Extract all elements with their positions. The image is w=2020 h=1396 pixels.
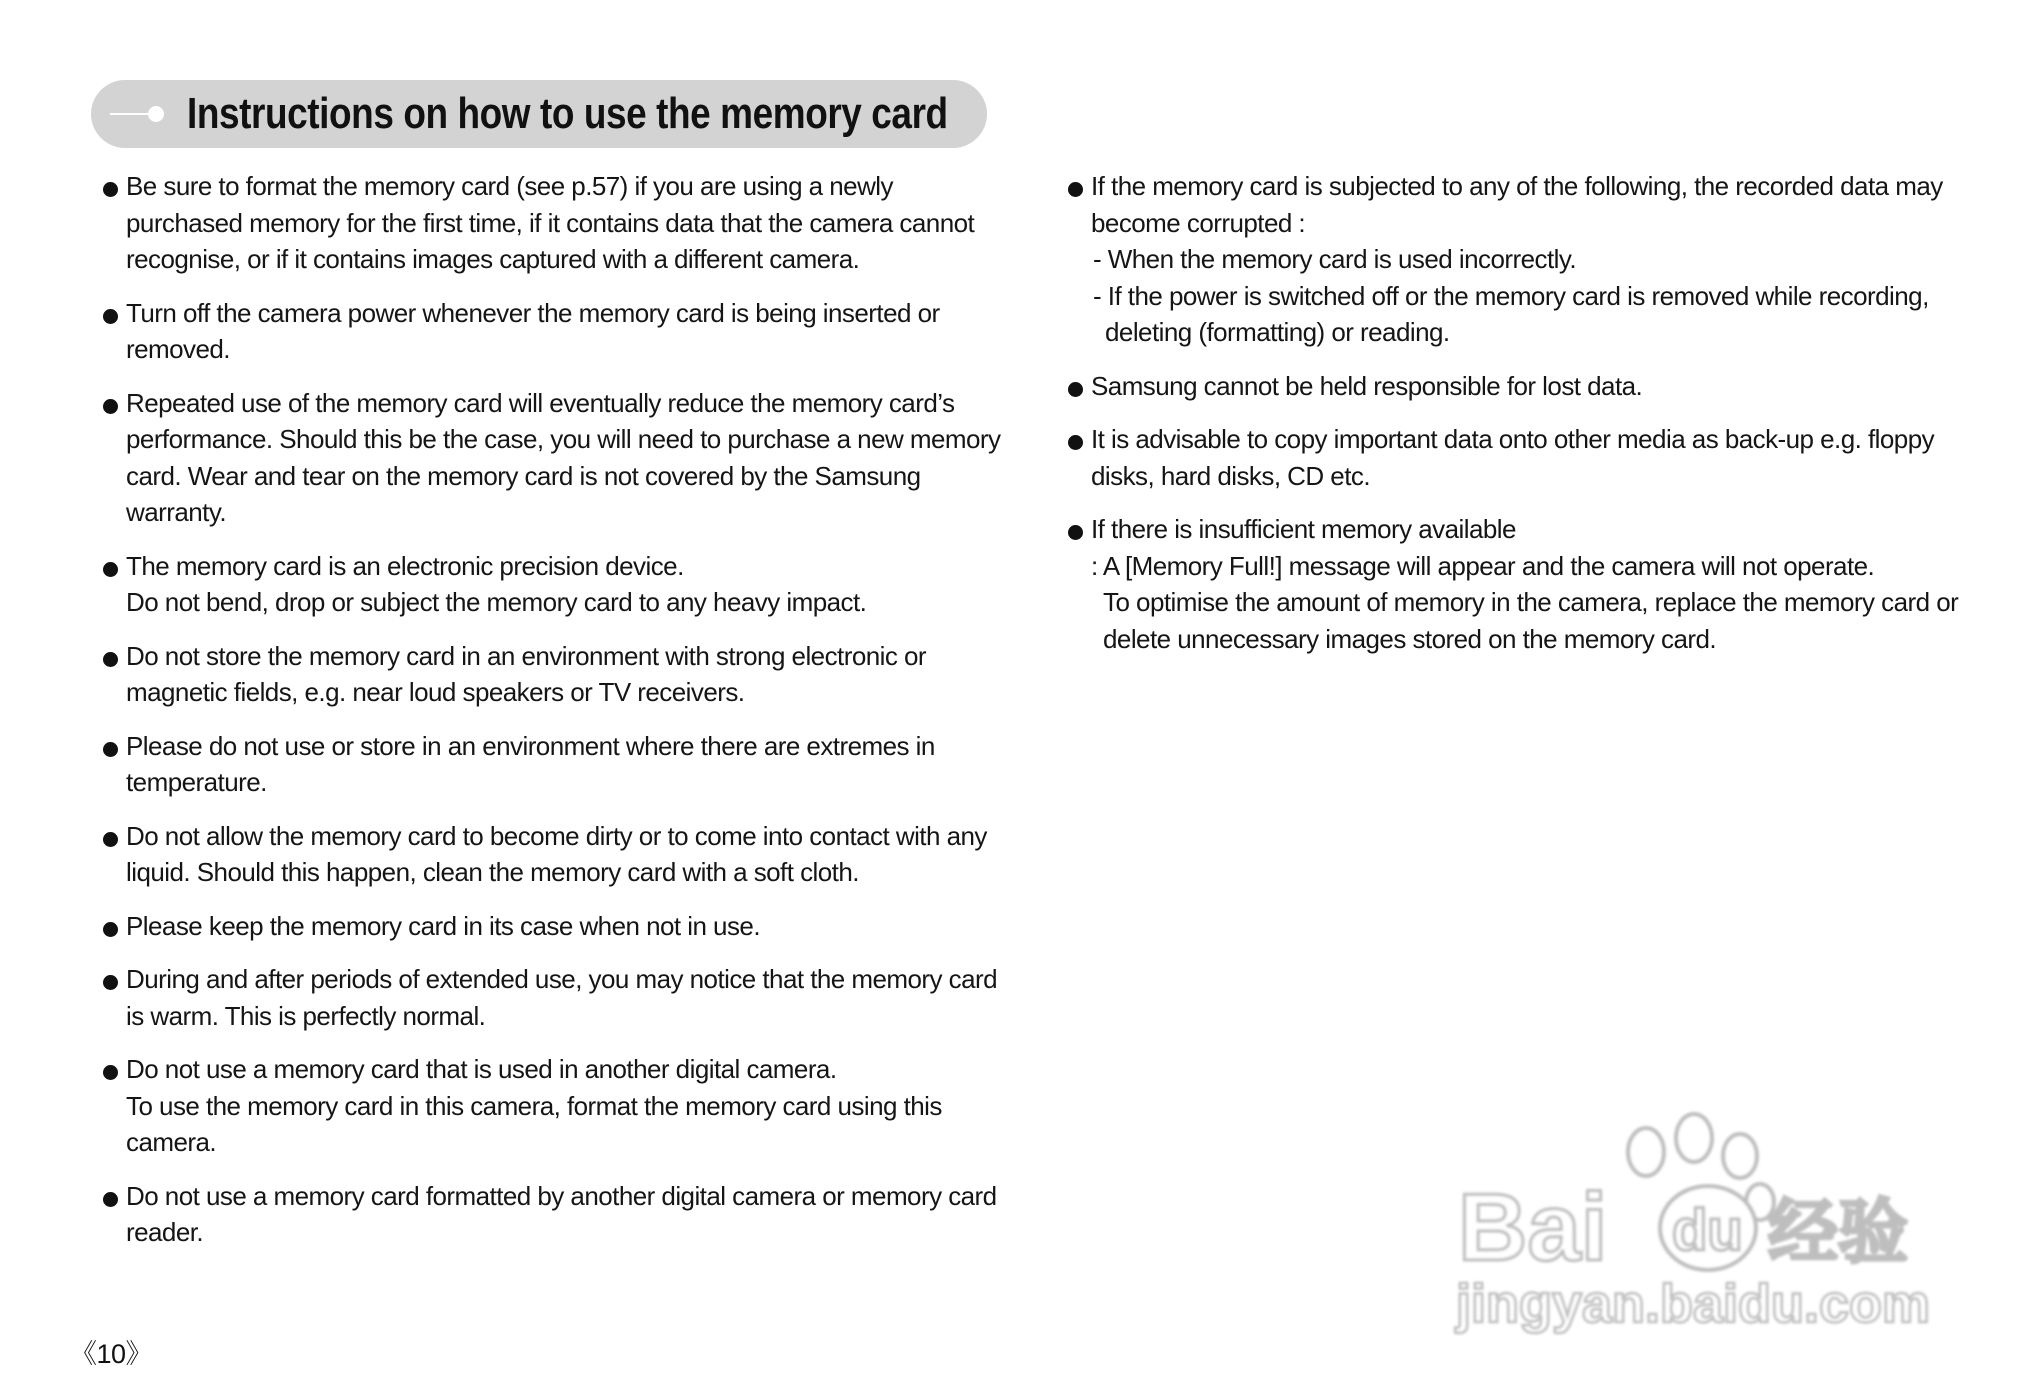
item-line: camera. <box>126 1127 217 1157</box>
item-line: Please keep the memory card in its case when not in use. <box>126 910 760 941</box>
item-line: If the memory card is subjected to any of the following, the recorded data may <box>1091 171 1943 201</box>
item-subline: To optimise the amount of memory in the camera, replace the memory card or <box>1103 587 1959 617</box>
item-line: The memory card is an electronic precision device. <box>126 550 684 581</box>
item-line: If there is insufficient memory available <box>1091 514 1516 544</box>
watermark-url: jingyan.baidu.com <box>1456 1274 1930 1334</box>
item-line: Please do not use or store in an environment where there are extremes in <box>126 730 935 761</box>
item-line: Do not use a memory card formatted by another digital camera or memory card <box>126 1180 997 1211</box>
list-item <box>98 1051 988 1161</box>
item-line: Repeated use of the memory card will eventually reduce the memory card’s <box>126 387 955 418</box>
bullet-icon <box>103 182 118 197</box>
bullet-icon <box>103 1192 118 1207</box>
list-item <box>98 728 988 801</box>
bullet-icon <box>103 1065 118 1080</box>
item-line: magnetic fields, e.g. near loud speakers or TV receivers. <box>126 677 745 707</box>
list-item <box>98 168 988 278</box>
item-line: is warm. This is perfectly normal. <box>126 1000 486 1031</box>
item-subline: delete unnecessary images stored on the memory card. <box>1103 623 1717 654</box>
list-item <box>1063 511 1963 657</box>
watermark-brand-cn: 经验 <box>1768 1191 1908 1273</box>
item-subline: - When the memory card is used incorrectly. <box>1093 244 1577 274</box>
item-line: Be sure to format the memory card (see p.57) if you are using a newly <box>126 171 893 201</box>
item-line: To use the memory card in this camera, format the memory card using this <box>126 1090 942 1121</box>
item-subline: : A [Memory Full!] message will appear and the camera will not operate. <box>1091 550 1875 581</box>
item-line: purchased memory for the first time, if it contains data that the camera cannot <box>126 207 975 238</box>
bullet-icon <box>103 832 118 847</box>
list-item <box>98 548 988 621</box>
page-number: 《10》 <box>70 1339 153 1369</box>
bullet-icon <box>103 309 118 324</box>
item-line: Do not bend, drop or subject the memory card to any heavy impact. <box>126 587 867 617</box>
item-line: become corrupted : <box>1091 207 1306 238</box>
item-line: Do not store the memory card in an environment with strong electronic or <box>126 640 927 671</box>
title-decoration-line <box>110 113 152 115</box>
list-item <box>98 385 1001 531</box>
baidu-watermark <box>1450 1110 1930 1340</box>
title-decoration-dot <box>148 106 164 122</box>
list-item <box>98 638 988 711</box>
list-item <box>98 908 988 945</box>
item-line: disks, hard disks, CD etc. <box>1091 460 1371 491</box>
list-item <box>1063 168 1963 351</box>
list-item <box>98 1178 997 1251</box>
item-line: card. Wear and tear on the memory card is not covered by the Samsung <box>126 460 921 491</box>
bullet-icon <box>103 922 118 937</box>
item-line: Samsung cannot be held responsible for lost data. <box>1091 370 1643 401</box>
bullet-icon <box>103 399 118 414</box>
list-item <box>1063 368 1963 405</box>
bullet-icon <box>103 652 118 667</box>
item-line: Do not allow the memory card to become dirty or to come into contact with any <box>126 820 987 851</box>
item-line: liquid. Should this happen, clean the memory card with a soft cloth. <box>126 857 859 887</box>
page-title: Instructions on how to use the memory card <box>187 89 948 138</box>
right-column <box>1063 168 1963 674</box>
item-line: warranty. <box>126 497 227 527</box>
item-line: removed. <box>126 334 230 364</box>
watermark-brand: Bai <box>1458 1174 1608 1281</box>
list-item <box>1063 421 1963 494</box>
item-subline: deleting (formatting) or reading. <box>1105 317 1450 347</box>
list-item <box>98 818 988 891</box>
item-line: Do not use a memory card that is used in another digital camera. <box>126 1054 837 1084</box>
bullet-icon <box>1068 382 1083 397</box>
watermark-text <box>1455 1174 1930 1334</box>
bullet-icon <box>1068 525 1083 540</box>
bullet-icon <box>103 975 118 990</box>
item-line: Turn off the camera power whenever the memory card is being inserted or <box>126 297 940 328</box>
bullet-icon <box>103 562 118 577</box>
list-item <box>98 295 988 368</box>
bullet-icon <box>1068 435 1083 450</box>
item-line: It is advisable to copy important data onto other media as back-up e.g. floppy <box>1091 424 1935 454</box>
list-item <box>98 961 998 1034</box>
bullet-icon <box>103 742 118 757</box>
left-column <box>98 168 1001 1268</box>
item-subline: - If the power is switched off or the memory card is removed while recording, <box>1093 280 1929 311</box>
item-line: During and after periods of extended use, you may notice that the memory card <box>126 964 998 994</box>
item-line: temperature. <box>126 767 267 797</box>
watermark-brand-paw: du <box>1672 1198 1743 1263</box>
item-line: reader. <box>126 1217 204 1247</box>
bullet-icon <box>1068 182 1083 197</box>
item-line: performance. Should this be the case, you will need to purchase a new memory <box>126 424 1001 454</box>
item-line: recognise, or if it contains images captured with a different camera. <box>126 244 860 274</box>
